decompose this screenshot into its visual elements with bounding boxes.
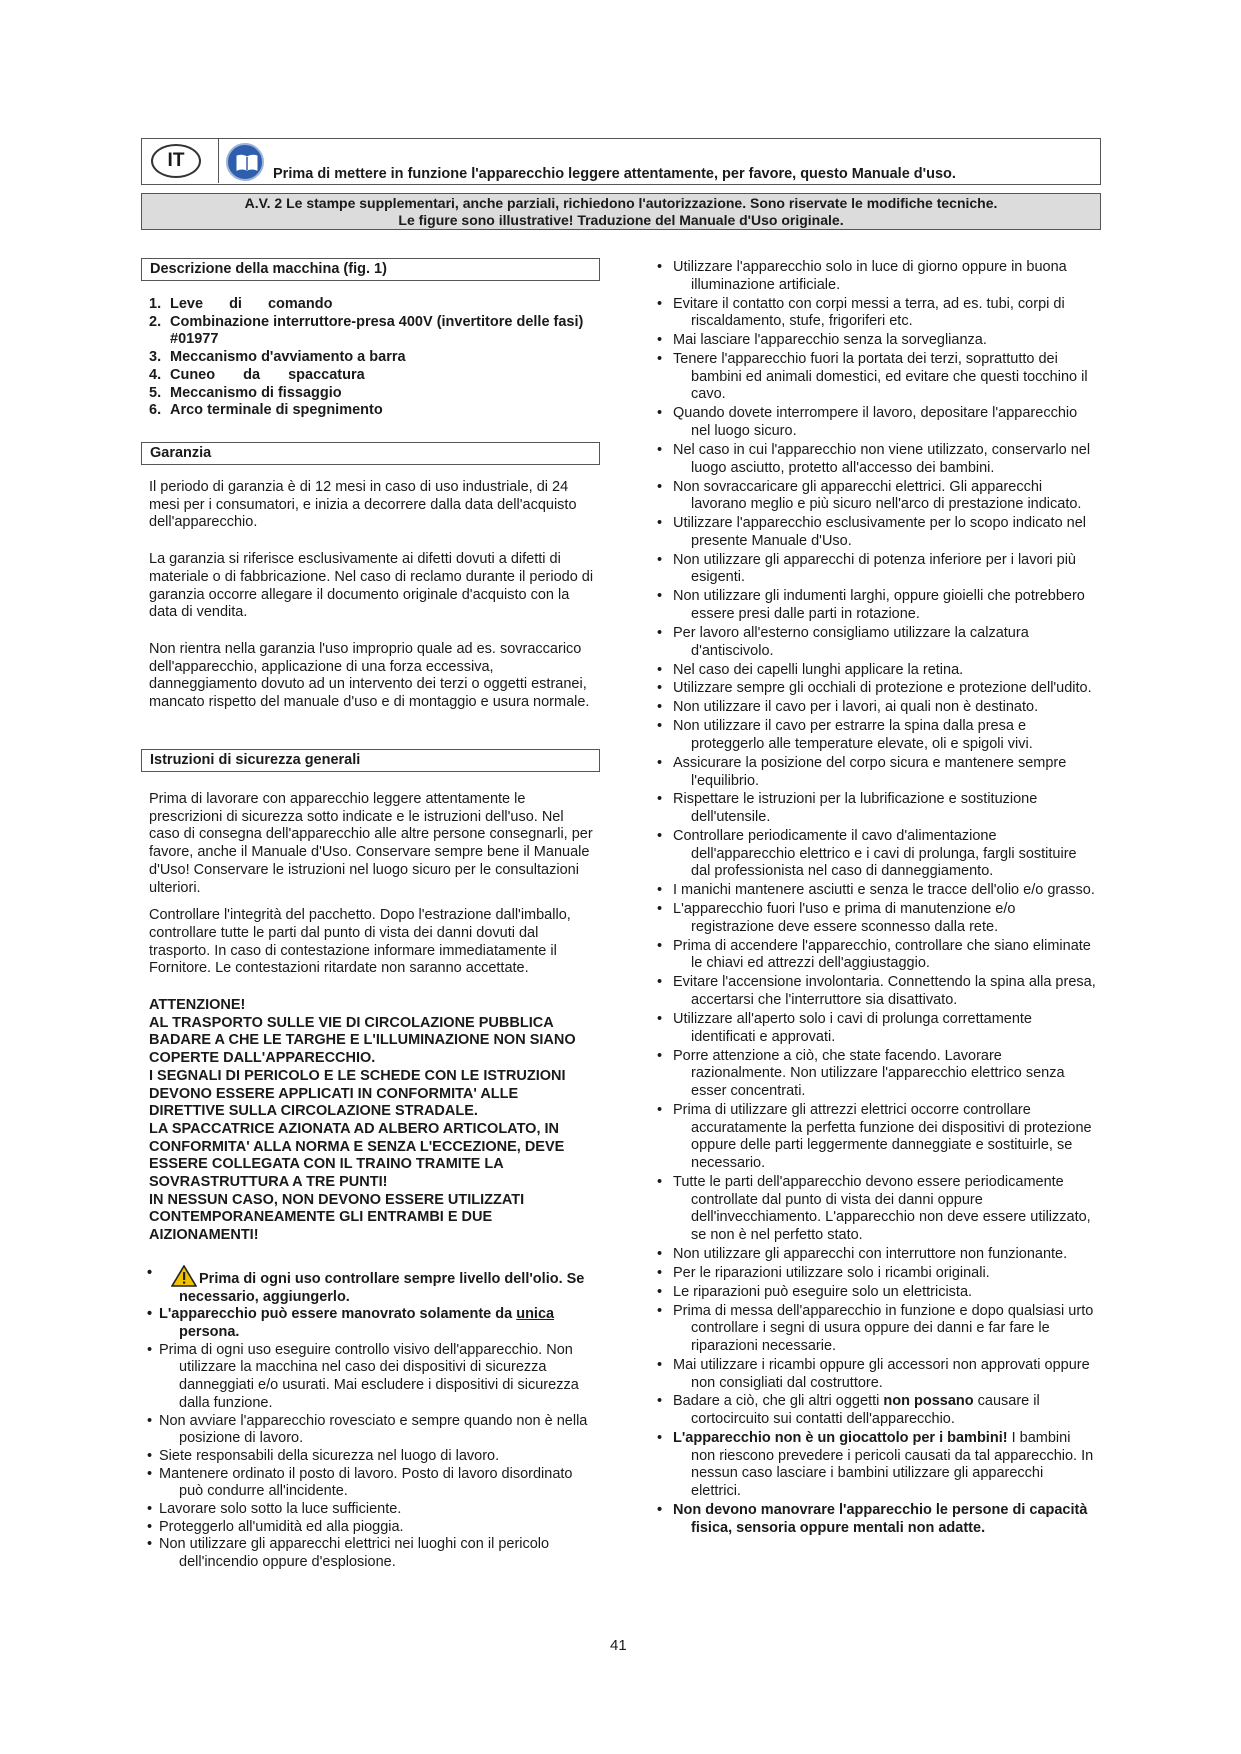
list-item: • Nel caso dei capelli lunghi applicare la retina. bbox=[657, 662, 1097, 680]
list-item: • Lavorare solo sotto la luce sufficiente. bbox=[144, 1501, 595, 1519]
list-item: • Prima di accendere l'apparecchio, controllare che siano eliminate le chiavi ed attrezzi dell'aggiustaggio. bbox=[657, 938, 1097, 973]
part-item: 3. Meccanismo d'avviamento a barra bbox=[149, 349, 406, 366]
list-item: • Nel caso in cui l'apparecchio non viene utilizzato, conservarlo nel luogo asciutto, protetto all'accesso dei bambini. bbox=[657, 442, 1097, 477]
machine-parts-list bbox=[149, 296, 595, 420]
section-title-safety: Istruzioni di sicurezza generali bbox=[141, 749, 600, 772]
list-item: • Le riparazioni può eseguire solo un elettricista. bbox=[657, 1284, 1097, 1302]
list-item: • Utilizzare sempre gli occhiali di protezione e protezione dell'udito. bbox=[657, 680, 1097, 698]
right-safety-column bbox=[657, 259, 1097, 1539]
part-item: 6. Arco terminale di spegnimento bbox=[149, 402, 383, 419]
list-item: • L'apparecchio fuori l'uso e prima di manutenzione e/o registrazione deve essere sconnesso dalla rete. bbox=[657, 901, 1097, 936]
section-title-description: Descrizione della macchina (fig. 1) bbox=[141, 258, 600, 281]
list-item: • Per le riparazioni utilizzare solo i ricambi originali. bbox=[657, 1265, 1097, 1283]
warranty-paragraph: Il periodo di garanzia è di 12 mesi in caso di uso industriale, di 24 mesi per i consumatori, e inizia a decorrere dalla data dell'acquisto dell'apparecchio. bbox=[149, 479, 577, 531]
list-item: • Siete responsabili della sicurezza nel luogo di lavoro. bbox=[144, 1448, 595, 1466]
list-item: • Porre attenzione a ciò, che state facendo. Lavorare razionalmente. Non utilizzare l'apparecchio elettrico senza esser concentrati. bbox=[657, 1048, 1097, 1101]
list-item: • Mai utilizzare i ricambi oppure gli accessori non approvati oppure non consigliati dal costruttore. bbox=[657, 1357, 1097, 1392]
list-item: • Controllare periodicamente il cavo d'alimentazione dell'apparecchio elettrico e i cavi di prolunga, fargli sostituire dal professionista nel caso di danneggiamento. bbox=[657, 828, 1097, 881]
list-item: • Non utilizzare il cavo per i lavori, ai quali non è destinato. bbox=[657, 699, 1097, 717]
list-item: • Per lavoro all'esterno consigliamo utilizzare la calzatura d'antiscivolo. bbox=[657, 625, 1097, 660]
language-badge: IT bbox=[151, 144, 201, 178]
safety-paragraph: Controllare l'integrità del pacchetto. Dopo l'estrazione dall'imballo, controllare tutte le parti dal punto di vista dei danni dovuti dal trasporto. In caso di contestazione informare immediatamente il Fornitore. Le contestazioni ritardate non saranno accettate. bbox=[149, 907, 571, 977]
warranty-text bbox=[149, 479, 595, 731]
read-manual-instruction: Prima di mettere in funzione l'apparecchio leggere attentamente, per favore, questo Manuale d'uso. bbox=[273, 166, 956, 182]
notice-line-1: A.V. 2 Le stampe supplementari, anche parziali, richiedono l'autorizzazione. Sono riservate le modifiche tecniche. bbox=[244, 195, 998, 211]
transport-warning: ATTENZIONE! AL TRASPORTO SULLE VIE DI CIRCOLAZIONE PUBBLICA BADARE A CHE LE TARGHE E L'ILLUMINAZIONE NON SIANO COPERTE DALL'APPARECCHIO. I SEGNALI DI PERICOLO E LE SCHEDE CON LE ISTRUZIONI DEVONO ESSERE APPLICATI IN CONFORMITA' ALLE DIRETTIVE SULLA CIRCOLAZIONE STRADALE. LA SPACCATRICE AZIONATA AD ALBERO ARTICOLATO, IN CONFORMITA' ALLA NORMA E SENZA L'ECCEZIONE, DEVE ESSERE COLLEGATA CON IL TRAINO TRAMITE LA SOVRASTRUTTURA A TRE PUNTI! IN NESSUN CASO, NON DEVONO ESSERE UTILIZZATI CONTEMPORANEAMENTE GLI ENTRAMBI E DUE AIZIONAMENTI! bbox=[149, 997, 576, 1244]
list-item: • Assicurare la posizione del corpo sicura e mantenere sempre l'equilibrio. bbox=[657, 755, 1097, 790]
warranty-paragraph: Non rientra nella garanzia l'uso improprio quale ad es. sovraccarico dell'apparecchio, applicazione di una forza eccessiva, danneggiamento dovuto ad un intervento dei terzi o oggetti estranei, mancato rispetto del manuale d'uso e di montaggio e usura normale. bbox=[149, 640, 590, 711]
list-item: • L'apparecchio non è un giocattolo per i bambini! I bambini non riescono prevedere i pericoli causati da tal apparecchio. In nessun caso lasciare i bambini utilizzare gli apparecchi elettrici. bbox=[657, 1430, 1097, 1501]
list-item: • Non avviare l'apparecchio rovesciato e sempre quando non è nella posizione di lavoro. bbox=[144, 1413, 595, 1448]
list-item: • Tutte le parti dell'apparecchio devono essere periodicamente controllate dal punto di vista dei danni oppure dell'invecchiamento. L'apparecchio non deve essere utilizzato, se non è nel perfetto stato. bbox=[657, 1174, 1097, 1245]
book-manual-icon bbox=[226, 143, 264, 181]
list-item: • Mai lasciare l'apparecchio senza la sorveglianza. bbox=[657, 332, 1097, 350]
list-item: • Non devono manovrare l'apparecchio le persone di capacità fisica, sensoria oppure mentali non adatte. bbox=[657, 1502, 1097, 1537]
part-item: 2. Combinazione interruttore-presa 400V (invertitore delle fasi) #01977 bbox=[149, 313, 584, 348]
list-item: • Badare a ciò, che gli altri oggetti non possano causare il cortocircuito sui contatti dell'apparecchio. bbox=[657, 1393, 1097, 1428]
part-item: 4. Cuneo da spaccatura bbox=[149, 366, 365, 383]
part-item: 1. Leve di comando bbox=[149, 296, 333, 312]
list-item: • Evitare l'accensione involontaria. Connettendo la spina alla presa, accertarsi che l'interruttore sia disattivato. bbox=[657, 974, 1097, 1009]
list-item: • Mantenere ordinato il posto di lavoro. Posto di lavoro disordinato può condurre all'incidente. bbox=[144, 1466, 595, 1501]
safety-text bbox=[149, 791, 595, 1572]
right-safety-list bbox=[657, 259, 1097, 1537]
list-item: • I manichi mantenere asciutti e senza le tracce dell'olio e/o grasso. bbox=[657, 882, 1097, 900]
manual-header bbox=[141, 138, 1101, 185]
list-item: • L'apparecchio può essere manovrato solamente da unica persona. bbox=[144, 1306, 595, 1341]
list-item: • Rispettare le istruzioni per la lubrificazione e sostituzione dell'utensile. bbox=[657, 791, 1097, 826]
page-number: 41 bbox=[610, 1637, 627, 1654]
notice-line-2: Le figure sono illustrative! Traduzione del Manuale d'Uso originale. bbox=[398, 212, 844, 228]
list-item: • Prima di utilizzare gli attrezzi elettrici occorre controllare accuratamente la perfetta funzione dei dispositivi di protezione oppure delle parti leggermente danneggiate e sostituirle, se necessario. bbox=[657, 1102, 1097, 1173]
list-item: • Non utilizzare il cavo per estrarre la spina dalla presa e proteggerlo alle temperature elevate, oli e spigoli vivi. bbox=[657, 718, 1097, 753]
list-item: • Utilizzare l'apparecchio esclusivamente per lo scopo indicato nel presente Manuale d'Uso. bbox=[657, 515, 1097, 550]
warranty-paragraph: La garanzia si riferisce esclusivamente ai difetti dovuti a difetti di materiale o di fabbricazione. Nel caso di reclamo durante il periodo di garanzia occorre allegare il documento originale d'acquisto con la data di vendita. bbox=[149, 551, 594, 621]
section-title-warranty: Garanzia bbox=[141, 442, 600, 465]
list-item: • Evitare il contatto con corpi messi a terra, ad es. tubi, corpi di riscaldamento, stufe, frigoriferi etc. bbox=[657, 296, 1097, 331]
list-item: • Non utilizzare gli apparecchi con interruttore non funzionante. bbox=[657, 1246, 1097, 1264]
list-item: • Prima di ogni uso controllare sempre livello dell'olio. Se necessario, aggiungerlo. bbox=[144, 1265, 595, 1306]
list-item: • Proteggerlo all'umidità ed alla pioggia. bbox=[144, 1519, 595, 1537]
list-item: • Non utilizzare gli apparecchi elettrici nei luoghi con il pericolo dell'incendio oppure d'esplosione. bbox=[144, 1536, 595, 1571]
list-item: • Tenere l'apparecchio fuori la portata dei terzi, soprattutto dei bambini ed animali domestici, ed evitare che questi tocchino il cavo. bbox=[657, 351, 1097, 404]
list-item: • Utilizzare all'aperto solo i cavi di prolunga correttamente identificati e approvati. bbox=[657, 1011, 1097, 1046]
list-item: • Non utilizzare gli indumenti larghi, oppure gioielli che potrebbero essere presi dalle parti in rotazione. bbox=[657, 588, 1097, 623]
part-item: 5. Meccanismo di fissaggio bbox=[149, 384, 342, 401]
list-item: • Non sovraccaricare gli apparecchi elettrici. Gli apparecchi lavorano meglio e più sicuro nell'arco di prestazione indicato. bbox=[657, 479, 1097, 514]
language-cell bbox=[142, 139, 219, 183]
warning-triangle-icon bbox=[171, 1265, 197, 1287]
list-item: • Prima di messa dell'apparecchio in funzione e dopo qualsiasi urto controllare i segni di usura oppure dei danni e far fare le riparazioni necessarie. bbox=[657, 1303, 1097, 1356]
copyright-notice bbox=[141, 193, 1101, 230]
list-item: • Prima di ogni uso eseguire controllo visivo dell'apparecchio. Non utilizzare la macchina nel caso dei dispositivi di sicurezza danneggiati e/o usurati. Mai escludere i dispositivi di sicurezza dalla funzione. bbox=[144, 1342, 595, 1413]
safety-paragraph: Prima di lavorare con apparecchio leggere attentamente le prescrizioni di sicurezza sotto indicate e le istruzioni dell'uso. Nel caso di consegna dell'apparecchio alle altre persone consegnarli, per favore, anche il Manuale d'Uso. Conservare sempre bene il Manuale d'Uso! Conservare le istruzioni nel luogo sicuro per le consultazioni ulteriori. bbox=[149, 791, 593, 896]
left-safety-list bbox=[144, 1265, 595, 1572]
list-item: • Utilizzare l'apparecchio solo in luce di giorno oppure in buona illuminazione artificiale. bbox=[657, 259, 1097, 294]
list-item: • Quando dovete interrompere il lavoro, depositare l'apparecchio nel luogo sicuro. bbox=[657, 405, 1097, 440]
list-item: • Non utilizzare gli apparecchi di potenza inferiore per i lavori più esigenti. bbox=[657, 552, 1097, 587]
